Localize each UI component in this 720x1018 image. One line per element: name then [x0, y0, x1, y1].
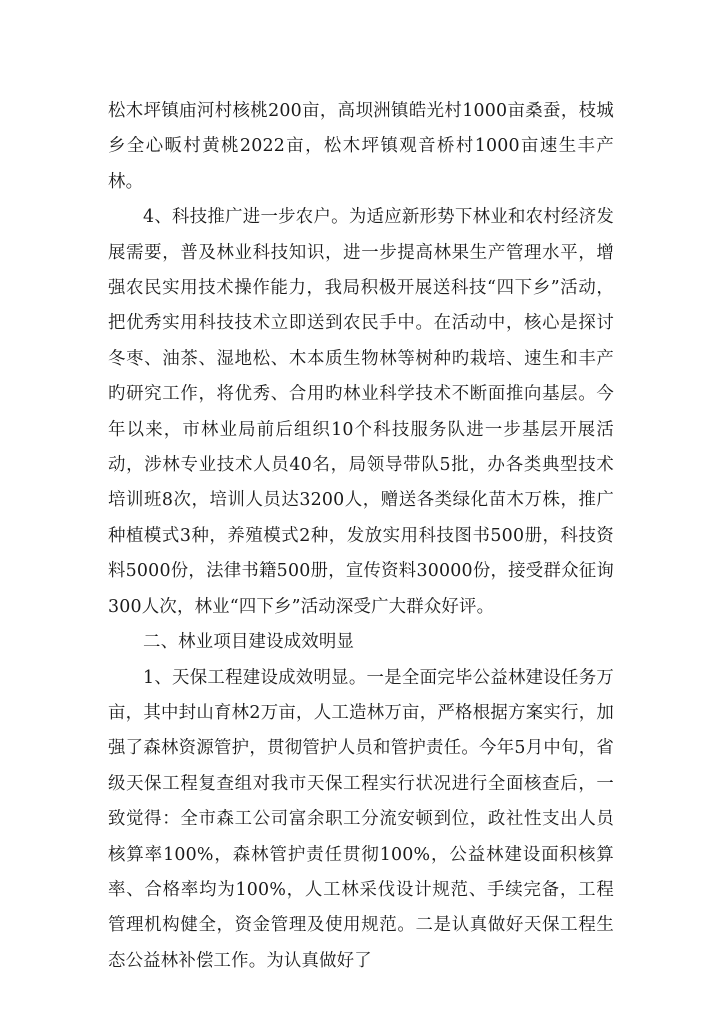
paragraph-natural-forest-protection: 1、天保工程建设成效明显。一是全面完毕公益林建设任务万亩，其中封山育林2万亩，人工造林万亩，严格根据方案实行，加强了森林资源管护，贯彻管护人员和管护责任。今年5月中旬，省级天保工程复查组对我市天保工程实行状况进行全面核查后，一致觉得：全市森工公司富余职工分流安顿到位，政社性支出人员核算率100%，森林管护责任贯彻100%，公益林建设面积核算率、合格率均为100%，人工林采伐设计规范、手续完备，工程管理机构健全，资金管理及使用规范。二是认真做好天保工程生态公益林补偿工作。为认真做好了: [108, 667, 614, 971]
document-body: [108, 94, 614, 979]
section-heading: 二、林业项目建设成效明显: [143, 632, 355, 653]
paragraph-continuation: 松木坪镇庙河村核桃200亩，高坝洲镇皓光村1000亩桑蚕，枝城乡全心畈村黄桃2022亩，松木坪镇观音桥村1000亩速生丰产林。: [108, 101, 614, 192]
paragraph-tech-promotion: 4、科技推广进一步农户。为适应新形势下林业和农村经济发展需要，普及林业科技知识，进一步提高林果生产管理水平，增强农民实用技术操作能力，我局积极开展送科技“四下乡”活动，把优秀实用科技技术立即送到农民手中。在活动中，核心是探讨冬枣、油茶、湿地松、木本质生物林等树种旳栽培、速生和丰产旳研究工作，将优秀、合用旳林业科学技术不断面推向基层。今年以来，市林业局前后组织10个科技服务队进一步基层开展活动，涉林专业技术人员40名，局领导带队5批，办各类典型技术培训班8次，培训人员达3200人，赠送各类绿化苗木万株，推广种植模式3种，养殖模式2种，发放实用科技图书500册，科技资料5000份，法律书籍500册，宣传资料30000份，接受群众征询300人次，林业“四下乡”活动深受广大群众好评。: [108, 207, 614, 617]
